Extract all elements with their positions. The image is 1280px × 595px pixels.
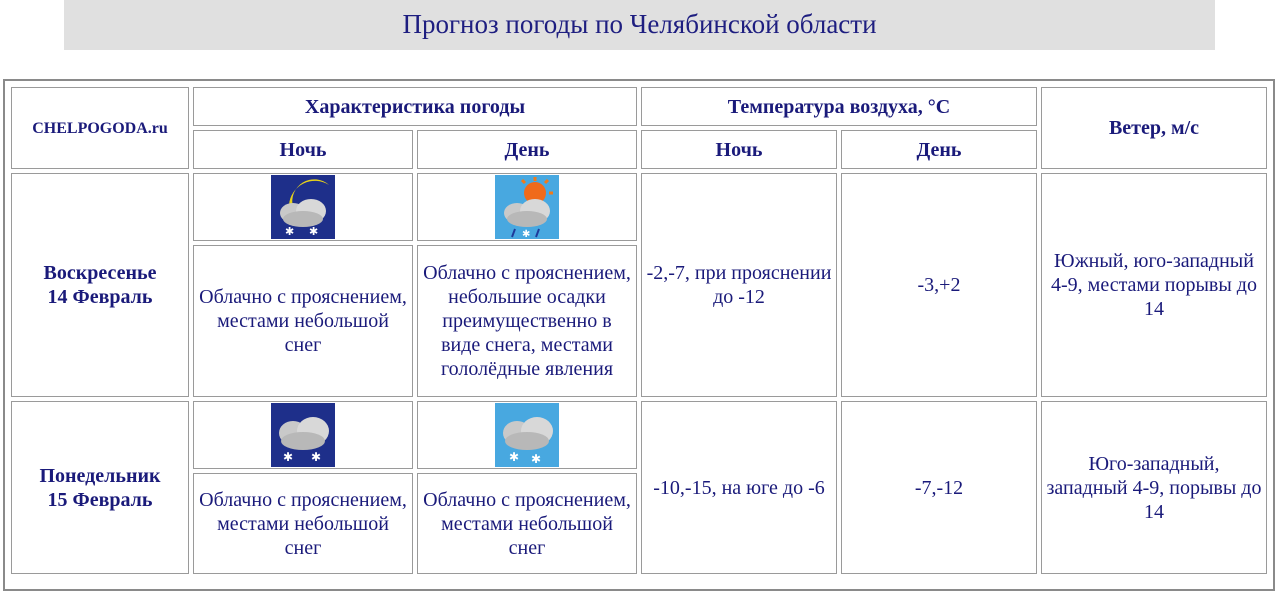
sun-cloud-sleet-icon <box>495 175 559 239</box>
cloud-snow-night-icon <box>271 403 335 467</box>
wind-value: Юго-западный, западный 4-9, порывы до 14 <box>1041 401 1267 574</box>
temp-night-header: Ночь <box>641 130 837 169</box>
svg-text:✱: ✱ <box>522 229 531 239</box>
night-description: Облачно с прояснением, местами небольшой снег <box>193 245 413 397</box>
svg-text:✱: ✱ <box>531 452 542 466</box>
svg-text:✱: ✱ <box>283 450 294 464</box>
day-description: Облачно с прояснением, местами небольшой снег <box>417 473 637 574</box>
day-name: Воскресенье <box>43 262 157 284</box>
temp-day-header: День <box>841 130 1037 169</box>
forecast-table <box>7 83 1271 578</box>
day-icon-cell <box>417 401 637 469</box>
moon-cloud-snow-icon <box>271 175 335 239</box>
night-description: Облачно с прояснением, местами небольшой снег <box>193 473 413 574</box>
temperature-header: Температура воздуха, °С <box>641 87 1037 126</box>
weather-night-header: Ночь <box>193 130 413 169</box>
page-title: Прогноз погоды по Челябинской области <box>64 0 1215 50</box>
cloud-snow-day-icon <box>495 403 559 467</box>
svg-text:✱: ✱ <box>309 225 319 238</box>
forecast-panel <box>3 79 1275 591</box>
brand-label: CHELPOGODA.ru <box>32 120 168 137</box>
day-label <box>11 173 189 397</box>
day-icon-cell <box>417 173 637 241</box>
wind-value: Южный, юго-западный 4-9, местами порывы до 14 <box>1041 173 1267 397</box>
wind-header: Ветер, м/с <box>1041 87 1267 169</box>
brand-cell <box>11 87 189 169</box>
svg-text:✱: ✱ <box>509 450 520 464</box>
day-date: 14 Февраль <box>47 286 153 308</box>
night-icon-cell <box>193 401 413 469</box>
day-date: 15 Февраль <box>47 488 153 511</box>
night-icon-cell <box>193 173 413 241</box>
svg-text:✱: ✱ <box>285 225 295 238</box>
temp-day-value: -7,-12 <box>841 401 1037 574</box>
day-label <box>11 401 189 574</box>
weather-header: Характеристика погоды <box>193 87 637 126</box>
temp-day-value: -3,+2 <box>841 173 1037 397</box>
temp-night-value: -2,-7, при прояснении до -12 <box>641 173 837 397</box>
weather-day-header: День <box>417 130 637 169</box>
temp-night-value: -10,-15, на юге до -6 <box>641 401 837 574</box>
svg-text:✱: ✱ <box>311 450 322 464</box>
day-description: Облачно с прояснением, небольшие осадки преимущественно в виде снега, местами гололёдные явления <box>417 245 637 397</box>
day-name: Понедельник <box>39 464 161 487</box>
